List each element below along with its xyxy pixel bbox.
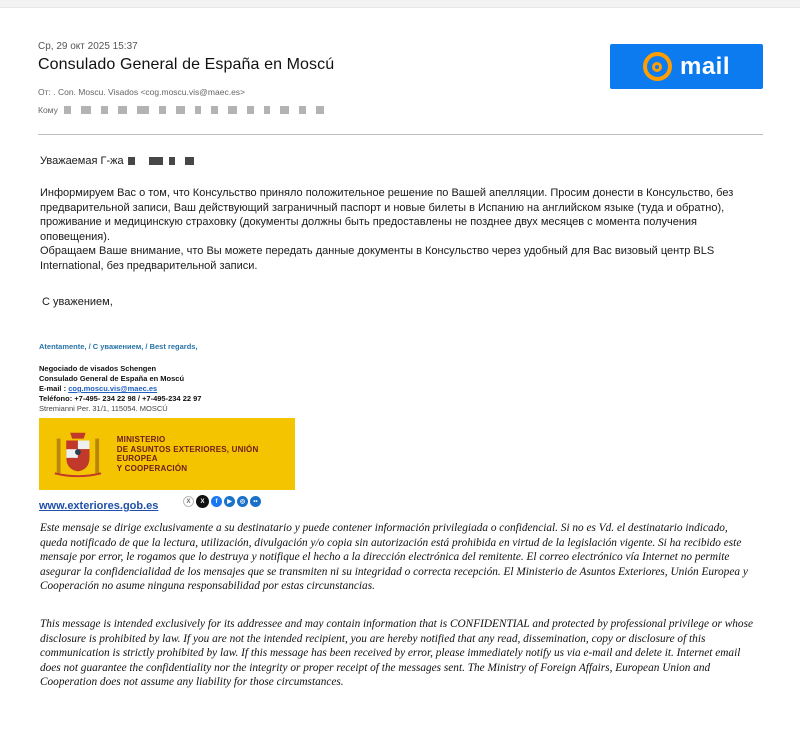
redaction-block <box>264 106 270 114</box>
ministry-name <box>117 435 295 473</box>
redaction-block <box>118 106 127 114</box>
closing: С уважением, <box>42 296 113 308</box>
ministry-line: DE ASUNTOS EXTERIORES, UNIÓN EUROPEA <box>116 444 259 463</box>
x-icon[interactable]: X <box>196 495 209 508</box>
redaction-block <box>101 106 108 114</box>
redaction-block <box>137 106 149 114</box>
disclaimer-spanish: Este mensaje se dirige exclusivamente a su destinatario y puede contener información privilegiada o confidencial. Si no es Vd. el destinatario indicado, queda notificado de que la lectura, utilización, divulgación y/o copia sin autorización está prohibida en virtud de la legislación vigente. Si ha recibido este mensaje por error, le rogamos que lo destruya y notifique el hecho a la dirección electrónica del remitente. El correo electrónico vía Internet no permite asegurar la confidencialidad de los mensajes que se transmiten ni su integridad o correcta recepción. El Ministerio de Asuntos Exteriores, Unión Europea y Cooperación no asume ninguna responsabilidad por estas circunstancias. <box>40 522 748 593</box>
email-label: E-mail : <box>39 384 69 393</box>
email-date: Ср, 29 окт 2025 15:37 <box>38 41 138 52</box>
redaction-block <box>149 157 163 165</box>
website-link[interactable]: www.exteriores.gob.es <box>39 500 159 512</box>
disclaimer-english: This message is intended exclusively for its addressee and may contain information that is CONFIDENTIAL and protected by professional privilege or whose disclosure is prohibited by law. If you are not the intended recipient, you are hereby notified that any read, dissemination, copy or disclosure of this communication is strictly prohibited by law. If this message has been received by error, please immediately notify us via e-mail and delete it. Internet email does not guarantee the confidentiality nor the integrity or proper receipt of the messages sent. The Ministry of Foreign Affairs, European Union and Cooperation does not assume any liability for those circumstances. <box>40 618 753 689</box>
coat-of-arms-icon <box>49 424 107 484</box>
redaction-block <box>195 106 201 114</box>
redaction-block <box>169 157 175 165</box>
redaction-block <box>228 106 237 114</box>
redaction-block <box>247 106 254 114</box>
email-to <box>38 105 334 115</box>
x-icon[interactable]: X <box>183 496 194 507</box>
signature-regards: Atentamente, / С уважением, / Best regards, <box>39 342 198 351</box>
header-divider <box>38 134 763 135</box>
email-from[interactable]: От: . Con. Moscu. Visados <cog.moscu.vis@maec.es> <box>38 87 246 97</box>
logo-text: mail <box>679 52 731 80</box>
redaction-block <box>316 106 324 114</box>
greeting-text: Уважаемая Г-жа <box>40 155 124 167</box>
redaction-block <box>176 106 185 114</box>
redaction-block <box>64 106 71 114</box>
instagram-icon[interactable]: ◎ <box>237 496 248 507</box>
ministry-line: MINISTERIO <box>116 435 166 444</box>
social-icons <box>183 495 263 508</box>
signature-block <box>39 364 201 414</box>
to-label: Кому <box>38 105 58 115</box>
body-paragraph: Обращаем Ваше внимание, что Вы можете передать данные документы в Консульство через удобный для Вас визовый центр BLS International, без предварительной записи. <box>40 245 715 272</box>
facebook-icon[interactable]: f <box>211 496 222 507</box>
at-sign-icon <box>643 52 672 81</box>
mail-logo <box>610 44 763 89</box>
redaction-block <box>159 106 166 114</box>
signature-phone: Teléfono: +7-495- 234 22 98 / +7-495-234 22 97 <box>39 394 202 403</box>
signature-office: Consulado General de España en Moscú <box>39 374 185 383</box>
redaction-block <box>299 106 306 114</box>
signature-email-link[interactable]: cog.moscu.vis@maec.es <box>68 384 158 393</box>
redaction-block <box>280 106 289 114</box>
email-subject: Consulado General de España en Moscú <box>38 56 335 73</box>
redaction-block <box>81 106 91 114</box>
top-bar <box>0 0 800 8</box>
body-paragraph: Информируем Вас о том, что Консульство приняло положительное решение по Вашей апелляции. Просим донести в Консульство, без предварительной записи, Ваш действующий заграничный паспорт и новые билеты в Испанию на английском языке (туда и обратно), проживание и медицинскую страховку (документы должны быть предоставлены не позднее двух месяцев с момента получения оповещения). <box>40 187 734 243</box>
signature-address: Stremianni Per. 31/1, 115054. MOSCÚ <box>39 404 168 413</box>
youtube-icon[interactable]: ▶ <box>224 496 235 507</box>
message-body <box>40 186 762 274</box>
greeting <box>40 155 200 167</box>
signature-dept: Negociado de visados Schengen <box>39 364 157 373</box>
ministry-banner <box>39 418 295 490</box>
redaction-block <box>211 106 218 114</box>
redaction-block <box>185 157 194 165</box>
ministry-line: Y COOPERACIÓN <box>116 463 188 473</box>
redaction-block <box>128 157 135 165</box>
signature-email-line <box>39 384 201 394</box>
flickr-icon[interactable]: •• <box>250 496 261 507</box>
